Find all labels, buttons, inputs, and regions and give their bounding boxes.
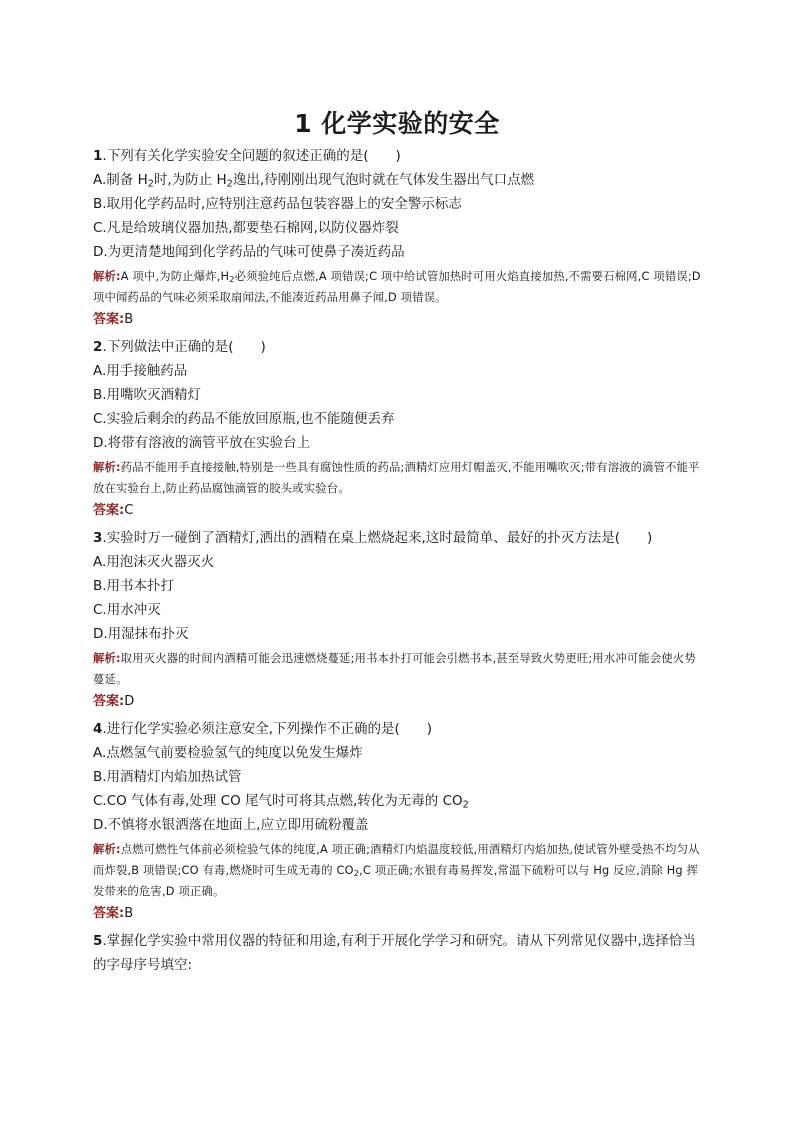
question-stem (93, 526, 705, 550)
option-d: D.不慎将水银洒落在地面上,应立即用硫粉覆盖 (93, 817, 369, 833)
question-number: 4 (93, 721, 103, 737)
explanation: 解析:A 项中,为防止爆炸$,H_2$必须验纯后点燃,A 项错误;C 项中给试管加热时可用火焰直接加热,不需要石棉网,C 项错误;D 项中闻药品的气味必须采取扇闻法,不能凑近药品用鼻子闻,D 项错误。 (93, 270, 701, 304)
explanation-label: 解析: (93, 652, 121, 665)
question-3 (93, 526, 705, 714)
question-1 (93, 144, 705, 332)
question-text: .下列做法中正确的是( ) (102, 339, 266, 355)
answer-label: 答案: (93, 694, 125, 709)
option-c: C.CO 气体有毒,处理 CO 尾气时可将其点燃,转化为无毒的 $CO_2$ (93, 793, 469, 811)
question-number: 2 (93, 339, 103, 355)
answer-value: C (124, 503, 134, 518)
question-2 (93, 335, 705, 523)
answer-label: 答案: (93, 312, 125, 327)
option-c: C.实验后剩余的药品不能放回原瓶,也不能随便丢弃 (93, 411, 395, 427)
question-4 (93, 717, 705, 926)
question-text: .实验时万一碰倒了酒精灯,洒出的酒精在桌上燃烧起来,这时最简单、最好的扑灭方法是( ) (102, 530, 653, 546)
option-b: B.用书本扑打 (93, 578, 175, 594)
explanation: 解析:取用灭火器的时间内酒精可能会迅速燃烧蔓延;用书本扑打可能会引燃书本,甚至导致火势更旺;用水冲可能会使火势蔓延。 (93, 652, 696, 686)
question-list (93, 144, 705, 977)
page-title: 1 化学实验的安全 (294, 109, 500, 138)
question-stem (93, 929, 705, 977)
answer-label: 答案: (93, 906, 125, 921)
option-a: A.用手接触药品 (93, 363, 188, 379)
question-number: 5 (93, 933, 103, 949)
question-number: 1 (93, 148, 103, 164)
option-b: B.用酒精灯内焰加热试管 (93, 769, 242, 785)
question-stem (93, 335, 705, 359)
answer (93, 308, 705, 332)
option-d: D.将带有溶液的滴管平放在实验台上 (93, 435, 311, 451)
answer (93, 690, 705, 714)
answer-value: D (124, 694, 135, 709)
option-c: C.凡是给玻璃仪器加热,都要垫石棉网,以防仪器炸裂 (93, 220, 399, 236)
question-text: .进行化学实验必须注意安全,下列操作不正确的是( ) (102, 721, 433, 737)
question-text: .下列有关化学实验安全问题的叙述正确的是( ) (102, 148, 401, 164)
answer-label: 答案: (93, 503, 125, 518)
option-d: D.为更清楚地闻到化学药品的气味可使鼻子凑近药品 (93, 244, 405, 260)
answer (93, 499, 705, 523)
answer-value: B (124, 312, 134, 327)
answer-value: B (124, 906, 134, 921)
option-b: B.取用化学药品时,应特别注意药品包装容器上的安全警示标志 (93, 196, 462, 212)
option-c: C.用水冲灭 (93, 602, 161, 618)
explanation-label: 解析: (93, 461, 121, 474)
explanation-label: 解析: (93, 270, 121, 283)
explanation-label: 解析: (93, 843, 121, 856)
option-d: D.用湿抹布扑灭 (93, 626, 189, 642)
option-a: A.制备 $H_2$时,为防止 $H_2$逸出,待刚刚出现气泡时就在气体发生器出气口点燃 (93, 172, 535, 190)
question-stem (93, 144, 705, 168)
explanation: 解析:药品不能用手直接接触,特别是一些具有腐蚀性质的药品;酒精灯应用灯帽盖灭,不能用嘴吹灭;带有溶液的滴管不能平放在实验台上,防止药品腐蚀滴管的胶头或实验台。 (93, 461, 700, 495)
answer (93, 902, 705, 926)
option-b: B.用嘴吹灭酒精灯 (93, 387, 202, 403)
question-stem (93, 717, 705, 741)
question-number: 3 (93, 530, 103, 546)
question-5 (93, 929, 705, 977)
explanation: 解析:点燃可燃性气体前必须检验气体的纯度,A 项正确;酒精灯内焰温度较低,用酒精灯内焰加热,使试管外壁受热不均匀从而炸裂,B 项错误;CO 有毒,燃烧时可生成无毒的 $CO_2,C$ 项正确;水银有毒易挥发,常温下硫粉可以与 Hg 反应,消除 Hg 挥发带来的危害,D 项正确。 (93, 843, 700, 898)
option-a: A.用泡沫灭火器灭火 (93, 554, 215, 570)
option-a: A.点燃氢气前要检验氢气的纯度以免发生爆炸 (93, 745, 363, 761)
question-text: .掌握化学实验中常用仪器的特征和用途,有利于开展化学学习和研究。请从下列常见仪器中,选择恰当的字母序号填空: (93, 933, 696, 973)
